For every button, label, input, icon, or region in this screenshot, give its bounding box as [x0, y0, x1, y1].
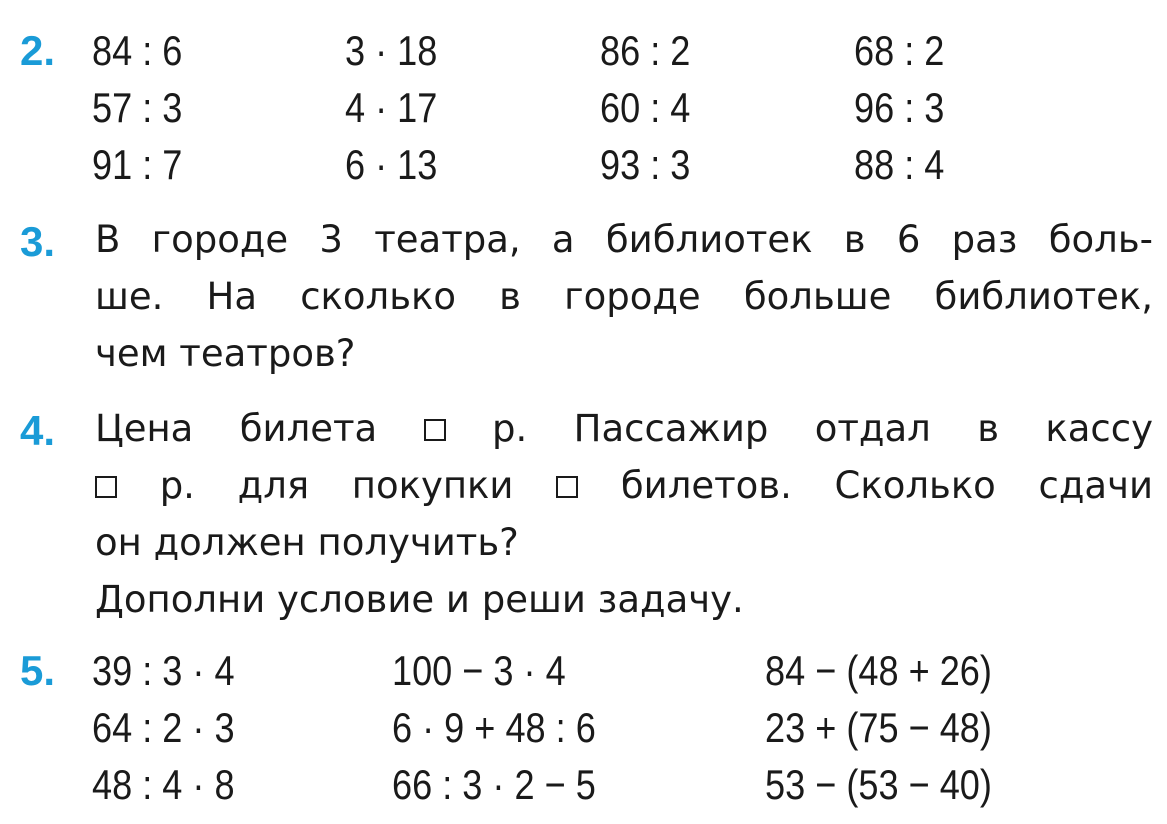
- expression: 57 : 3: [92, 84, 183, 131]
- expression: 88 : 4: [854, 141, 945, 188]
- blank-box-icon: [424, 419, 446, 441]
- expression: 39 : 3 · 4: [92, 647, 235, 694]
- task-4-text-fragment: р. Пассажир отдал в кассу: [492, 407, 1153, 450]
- task-4-text-fragment: билетов. Сколько сдачи: [620, 464, 1153, 507]
- expression: 84 − (48 + 26): [765, 647, 992, 694]
- expression: 53 − (53 − 40): [765, 761, 992, 808]
- expression: 64 : 2 · 3: [92, 704, 235, 751]
- task-3-line-2: ше. На сколько в городе больше библиотек,: [95, 275, 1153, 318]
- task-4-line-4: Дополни условие и реши задачу.: [95, 578, 744, 621]
- expression: 60 : 4: [600, 84, 691, 131]
- expression: 100 − 3 · 4: [392, 647, 566, 694]
- task-3-line-1: В городе 3 театра, а библиотек в 6 раз боль-: [95, 218, 1153, 261]
- expression: 6 · 13: [345, 141, 438, 188]
- task-4-number: 4.: [20, 407, 56, 454]
- expression: 86 : 2: [600, 27, 691, 74]
- expression: 3 · 18: [345, 27, 438, 74]
- expression: 48 : 4 · 8: [92, 761, 235, 808]
- blank-box-icon: [95, 476, 117, 498]
- expression: 66 : 3 · 2 − 5: [392, 761, 596, 808]
- task-3-line-3: чем театров?: [95, 332, 356, 375]
- task-4-line-1: [95, 400, 1153, 457]
- task-4-line-3: он должен получить?: [95, 521, 519, 564]
- expression: 23 + (75 − 48): [765, 704, 992, 751]
- task-4-text-fragment: р. для покупки: [159, 464, 514, 507]
- expression: 68 : 2: [854, 27, 945, 74]
- task-4-line-2: [95, 457, 1153, 514]
- task-4-text-fragment: Цена билета: [95, 407, 378, 450]
- expression: 84 : 6: [92, 27, 183, 74]
- task-5-number: 5.: [20, 647, 56, 694]
- task-3-text: [95, 211, 1153, 382]
- expression: 91 : 7: [92, 141, 183, 188]
- expression: 6 · 9 + 48 : 6: [392, 704, 596, 751]
- task-4-text: [95, 400, 1153, 628]
- task-3-number: 3.: [20, 218, 56, 265]
- task-2-number: 2.: [20, 27, 56, 74]
- expression: 4 · 17: [345, 84, 438, 131]
- blank-box-icon: [556, 476, 578, 498]
- expression: 96 : 3: [854, 84, 945, 131]
- expression: 93 : 3: [600, 141, 691, 188]
